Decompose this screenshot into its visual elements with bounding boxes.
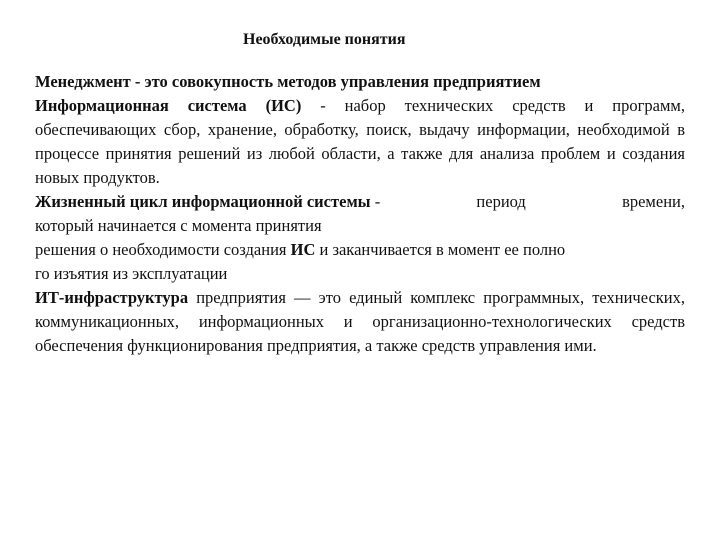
life-cycle-line-1 <box>35 190 685 214</box>
life-cycle-abbr: ИС <box>290 240 316 259</box>
life-cycle-word-time: времени, <box>622 192 685 211</box>
it-infrastructure-definition <box>35 286 685 358</box>
life-cycle-line-3-start: решения о необходимости создания <box>35 240 291 259</box>
management-definition: Менеджмент - это совокупность методов управления предприятием <box>35 72 541 91</box>
life-cycle-dash: - <box>370 192 381 211</box>
info-system-definition <box>35 94 685 190</box>
life-cycle-line-2: который начинается с момента принятия <box>35 216 322 235</box>
it-infrastructure-text: предприятия — это единый комплекс программных, технических, коммуникационных, информационных и организационно-технологических средств обеспечения функционирования предприятия, а также средств управления ими. <box>35 288 685 355</box>
it-infrastructure-term: ИТ-инфраструктура <box>35 288 189 307</box>
life-cycle-line-4: го изъятия из эксплуатации <box>35 264 228 283</box>
info-system-term: Информационная система (ИС) <box>35 96 302 115</box>
info-system-text: - набор технических средств и программ, обеспечивающих сбор, хранение, обработку, поиск, выдачу информации, необходимой в процессе принятия решений из любой области, а также для анализа проблем и создания новых продуктов. <box>35 96 685 187</box>
life-cycle-line-3-end: и заканчивается в момент ее полно <box>315 240 566 259</box>
life-cycle-line-3 <box>35 238 685 262</box>
life-cycle-word-period: период <box>476 192 526 211</box>
life-cycle-definition <box>35 190 685 286</box>
life-cycle-term: Жизненный цикл информационной системы <box>35 192 371 211</box>
slide-content <box>35 70 685 358</box>
slide-title: Необходимые понятия <box>243 31 406 48</box>
